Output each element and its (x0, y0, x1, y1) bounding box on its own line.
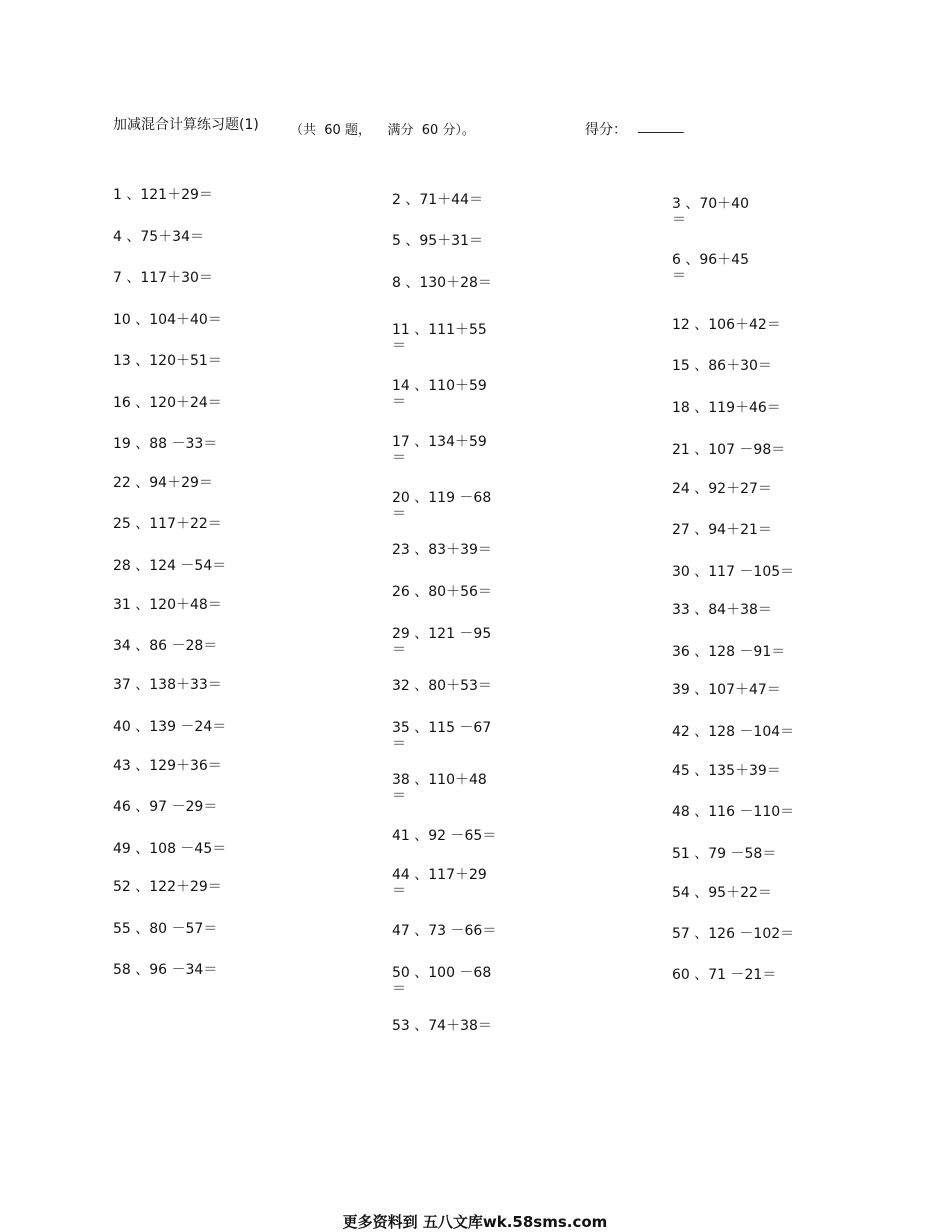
problem-item (113, 516, 222, 532)
problem-item (113, 962, 217, 978)
problem-item (392, 678, 492, 694)
problem-expression: 54 、95＋22＝ (672, 885, 772, 901)
problem-equals-wrap: ＝ (672, 212, 686, 228)
problem-expression: 60 、71 －21＝ (672, 967, 777, 983)
problem-item (672, 252, 749, 284)
problem-item (113, 638, 217, 654)
problem-item (113, 270, 213, 286)
problem-expression: 20 、119 －68 (392, 490, 492, 506)
problem-expression: 47 、73 －66＝ (392, 923, 497, 939)
problem-expression: 27 、94＋21＝ (672, 522, 772, 538)
problem-expression: 7 、117＋30＝ (113, 270, 213, 286)
problem-item (672, 926, 794, 942)
problem-item (392, 867, 487, 899)
problem-expression: 14 、110＋59 (392, 378, 487, 394)
problem-item (672, 967, 776, 983)
problem-expression: 22 、94＋29＝ (113, 475, 213, 491)
problem-item (392, 233, 483, 249)
problem-expression: 16 、120＋24＝ (113, 395, 222, 411)
problem-item (392, 322, 487, 354)
footer-watermark: 更多资料到 五八文库wk.58sms.com (342, 1213, 608, 1231)
problem-expression: 5 、95＋31＝ (392, 233, 483, 249)
problem-item (113, 558, 226, 574)
problem-equals-wrap: ＝ (392, 506, 406, 522)
problem-item (113, 395, 222, 411)
problem-expression: 31 、120＋48＝ (113, 597, 222, 613)
problem-expression: 24 、92＋27＝ (672, 481, 772, 497)
problem-expression: 37 、138＋33＝ (113, 677, 222, 693)
problem-item (392, 720, 491, 752)
problem-expression: 39 、107＋47＝ (672, 682, 781, 698)
problem-expression: 46 、97 －29＝ (113, 799, 218, 815)
problem-item (113, 597, 222, 613)
problem-item (672, 682, 781, 698)
problem-item (392, 626, 491, 658)
problem-item (672, 602, 772, 618)
problem-item (672, 885, 772, 901)
problem-expression: 12 、106＋42＝ (672, 317, 781, 333)
problem-equals-wrap: ＝ (392, 394, 406, 410)
problem-item (113, 719, 226, 735)
problem-expression: 1 、121＋29＝ (113, 187, 213, 203)
problem-item (113, 799, 217, 815)
problem-expression: 52 、122＋29＝ (113, 879, 222, 895)
problem-item (392, 434, 487, 466)
problem-expression: 49 、108 －45＝ (113, 841, 227, 857)
problem-expression: 11 、111＋55 (392, 322, 487, 338)
problem-expression: 10 、104＋40＝ (113, 312, 222, 328)
worksheet-title: 加减混合计算练习题(1) (113, 117, 259, 133)
problem-item (113, 312, 222, 328)
problem-expression: 25 、117＋22＝ (113, 516, 222, 532)
problem-expression: 30 、117 －105＝ (672, 564, 795, 580)
problem-item (113, 436, 217, 452)
problem-expression: 55 、80 －57＝ (113, 921, 218, 937)
problem-expression: 13 、120＋51＝ (113, 353, 222, 369)
problem-expression: 29 、121 －95 (392, 626, 492, 642)
problem-item (672, 358, 772, 374)
problem-item (672, 442, 785, 458)
problem-expression: 45 、135＋39＝ (672, 763, 781, 779)
problem-expression: 4 、75＋34＝ (113, 229, 204, 245)
problem-expression: 28 、124 －54＝ (113, 558, 227, 574)
problem-expression: 40 、139 －24＝ (113, 719, 227, 735)
problem-item (392, 965, 491, 997)
problem-item (113, 879, 222, 895)
problem-expression: 34 、86 －28＝ (113, 638, 218, 654)
problem-item (672, 522, 772, 538)
problem-item (392, 275, 492, 291)
problem-item (113, 353, 222, 369)
problem-item (113, 475, 213, 491)
problem-equals-wrap: ＝ (392, 981, 406, 997)
problem-expression: 42 、128 －104＝ (672, 724, 795, 740)
problem-item (392, 378, 487, 410)
problem-item (672, 804, 794, 820)
problem-equals-wrap: ＝ (392, 788, 406, 804)
problem-expression: 6 、96＋45 (672, 252, 749, 268)
problem-expression: 33 、84＋38＝ (672, 602, 772, 618)
problem-item (672, 400, 781, 416)
problem-item (392, 828, 496, 844)
problem-item (672, 564, 794, 580)
problem-item (672, 644, 785, 660)
problem-item (672, 763, 781, 779)
problem-expression: 35 、115 －67 (392, 720, 492, 736)
score-blank: _______ (638, 119, 684, 134)
problem-item (392, 923, 496, 939)
problem-expression: 19 、88 －33＝ (113, 436, 218, 452)
score-label: 得分： (585, 122, 627, 138)
problem-expression: 44 、117＋29 (392, 867, 487, 883)
problem-expression: 50 、100 －68 (392, 965, 492, 981)
problem-expression: 48 、116 －110＝ (672, 804, 795, 820)
problem-expression: 15 、86＋30＝ (672, 358, 772, 374)
problem-item (392, 192, 483, 208)
problem-item (113, 758, 222, 774)
problem-item (672, 317, 781, 333)
problem-expression: 26 、80＋56＝ (392, 584, 492, 600)
worksheet-note: （共 60 题， 满分 60 分）。 (290, 123, 475, 138)
problem-expression: 2 、71＋44＝ (392, 192, 483, 208)
problem-expression: 57 、126 －102＝ (672, 926, 795, 942)
problem-equals-wrap: ＝ (672, 268, 686, 284)
problem-item (113, 841, 226, 857)
problem-expression: 51 、79 －58＝ (672, 846, 777, 862)
problem-equals-wrap: ＝ (392, 642, 406, 658)
problem-equals-wrap: ＝ (392, 450, 406, 466)
problem-item (672, 481, 772, 497)
problem-item (113, 229, 204, 245)
problem-item (392, 490, 491, 522)
problem-equals-wrap: ＝ (392, 883, 406, 899)
problem-item (113, 921, 217, 937)
problem-item (392, 1018, 492, 1034)
problem-expression: 17 、134＋59 (392, 434, 487, 450)
clipped-problem-area (390, 1010, 510, 1034)
problem-expression: 36 、128 －91＝ (672, 644, 786, 660)
problem-item (392, 542, 492, 558)
problem-item (392, 772, 487, 804)
problem-item (392, 584, 492, 600)
problem-expression: 53 、74＋38＝ (392, 1018, 492, 1034)
problem-expression: 18 、119＋46＝ (672, 400, 781, 416)
problem-expression: 41 、92 －65＝ (392, 828, 497, 844)
problem-item (672, 724, 794, 740)
problem-expression: 23 、83＋39＝ (392, 542, 492, 558)
problem-item (672, 196, 749, 228)
problem-expression: 8 、130＋28＝ (392, 275, 492, 291)
problem-item (113, 677, 222, 693)
problem-item (113, 187, 213, 203)
problem-expression: 3 、70＋40 (672, 196, 749, 212)
problem-expression: 21 、107 －98＝ (672, 442, 786, 458)
problem-expression: 32 、80＋53＝ (392, 678, 492, 694)
problem-expression: 43 、129＋36＝ (113, 758, 222, 774)
problem-equals-wrap: ＝ (392, 736, 406, 752)
problem-expression: 58 、96 －34＝ (113, 962, 218, 978)
problem-expression: 38 、110＋48 (392, 772, 487, 788)
problem-item (672, 846, 776, 862)
problem-equals-wrap: ＝ (392, 338, 406, 354)
